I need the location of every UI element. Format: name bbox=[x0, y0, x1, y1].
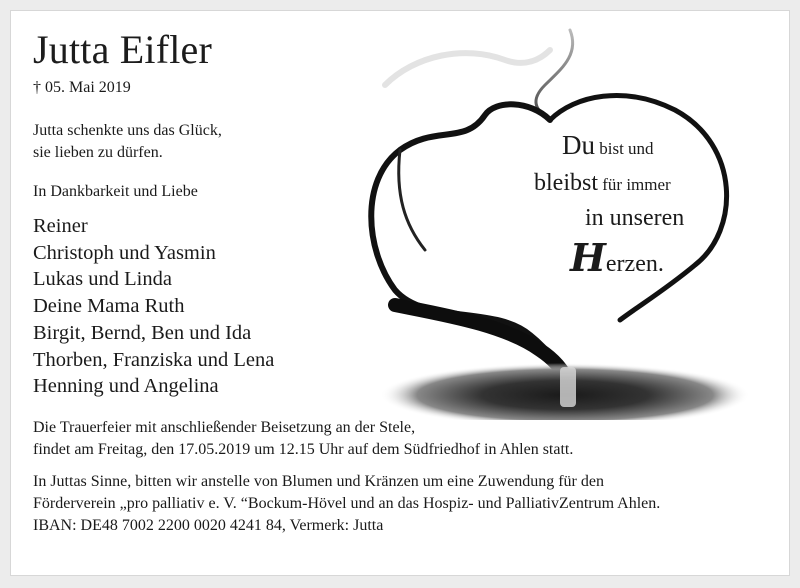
family-member: Lukas und Linda bbox=[33, 268, 172, 291]
inscription-word: bleibst bbox=[534, 170, 598, 196]
donation-info bbox=[33, 471, 660, 537]
memorial-quote bbox=[33, 120, 222, 164]
deceased-name: Jutta Eifler bbox=[33, 27, 213, 72]
inscription-word: Du bbox=[562, 130, 595, 160]
heart-outline bbox=[399, 150, 425, 250]
funeral-line: Die Trauerfeier mit anschließender Beisetzung an der Stele, bbox=[33, 419, 416, 436]
inscription-line bbox=[562, 130, 654, 161]
family-member: Birgit, Bernd, Ben und Ida bbox=[33, 321, 252, 344]
quote-line: Jutta schenkte uns das Glück, bbox=[33, 122, 222, 139]
thanks-line: In Dankbarkeit und Liebe bbox=[33, 183, 198, 200]
death-date: † 05. Mai 2019 bbox=[33, 79, 131, 96]
quote-line: sie lieben zu dürfen. bbox=[33, 144, 163, 161]
family-member: Thorben, Franziska und Lena bbox=[33, 348, 275, 371]
donation-line: In Juttas Sinne, bitten wir anstelle von Blumen und Kränzen um eine Zuwendung für den bbox=[33, 473, 604, 490]
heart-smoke-candle-image bbox=[355, 15, 770, 420]
inscription-capital: H bbox=[570, 235, 606, 280]
inscription-word: erzen. bbox=[605, 251, 664, 277]
inscription-line bbox=[570, 235, 664, 280]
family-member: Christoph und Yasmin bbox=[33, 241, 216, 264]
smoke-wisp bbox=[385, 50, 550, 85]
donation-line: Förderverein „pro palliativ e. V. “Bockum-Hövel und an das Hospiz- und PalliativZentrum Ahlen. bbox=[33, 495, 661, 512]
inscription-word: für immer bbox=[598, 175, 671, 194]
inscription-word: in unseren bbox=[585, 205, 685, 231]
family-list bbox=[33, 213, 274, 400]
family-member: Deine Mama Ruth bbox=[33, 295, 185, 318]
inscription-word: bist und bbox=[595, 139, 654, 158]
funeral-line: findet am Freitag, den 17.05.2019 um 12.15 Uhr auf dem Südfriedhof in Ahlen statt. bbox=[33, 441, 574, 458]
family-member: Reiner bbox=[33, 215, 88, 237]
iban-line: IBAN: DE48 7002 2200 0020 4241 84, Vermerk: Jutta bbox=[33, 517, 384, 534]
funeral-info bbox=[33, 417, 573, 461]
inscription-line bbox=[534, 170, 671, 197]
candle-wick bbox=[560, 367, 576, 407]
inscription-line bbox=[585, 205, 684, 232]
family-member: Henning und Angelina bbox=[33, 375, 219, 398]
